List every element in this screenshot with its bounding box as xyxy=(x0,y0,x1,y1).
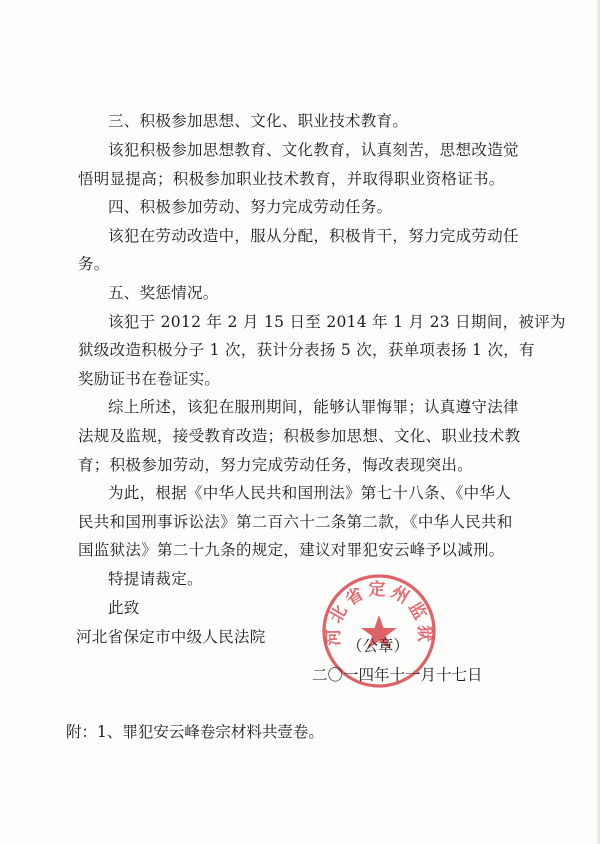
section-heading-education: 三、积极参加思想、文化、职业技术教育。 xyxy=(108,112,409,130)
paragraph-line: 悟明显提高；积极参加职业技术教育，并取得职业资格证书。 xyxy=(78,170,505,188)
paragraph-line: 育；积极参加劳动，努力完成劳动任务，悔改表现突出。 xyxy=(78,456,474,474)
recipient-court: 河北省保定市中级人民法院 xyxy=(76,628,266,646)
paragraph-line: 奖励证书在卷证实。 xyxy=(78,370,221,388)
section-heading-rewards: 五、奖惩情况。 xyxy=(108,284,219,302)
paragraph-line: 该犯在劳动改造中，服从分配，积极肯干，努力完成劳动任 xyxy=(108,227,519,245)
paragraph-line: 该犯于 2012 年 2 月 15 日至 2014 年 1 月 23 日期间，被评为 xyxy=(108,313,566,331)
closing-request: 特提请裁定。 xyxy=(108,570,203,588)
paragraph-line: 狱级改造积极分子 1 次，获计分表扬 5 次，获单项表扬 1 次，有 xyxy=(78,341,535,359)
document-date: 二〇一四年十一月十七日 xyxy=(312,666,483,684)
seal-caption: （公章） xyxy=(347,637,410,655)
seal-text: 河北省定州监狱 xyxy=(323,580,435,647)
paragraph-line: 民共和国刑事诉讼法》第二百六十二条第二款，《中华人民共和 xyxy=(78,513,513,531)
section-heading-labor: 四、积极参加劳动、努力完成劳动任务。 xyxy=(108,198,393,216)
paragraph-line: 综上所述，该犯在服刑期间，能够认罪悔罪；认真遵守法律 xyxy=(108,398,519,416)
paragraph-line: 法规及监规，接受教育改造；积极参加思想、文化、职业技术教 xyxy=(78,427,521,445)
paragraph-line: 务。 xyxy=(78,255,110,273)
paragraph-line: 为此，根据《中华人民共和国刑法》第七十八条、《中华人 xyxy=(108,484,512,502)
appendix-line: 附：1、罪犯安云峰卷宗材料共壹卷。 xyxy=(66,723,324,741)
salutation: 此致 xyxy=(108,599,140,617)
paragraph-line: 国监狱法》第二十九条的规定，建议对罪犯安云峰予以减刑。 xyxy=(78,541,505,559)
paragraph-line: 该犯积极参加思想教育、文化教育，认真刻苦，思想改造觉 xyxy=(108,141,519,159)
